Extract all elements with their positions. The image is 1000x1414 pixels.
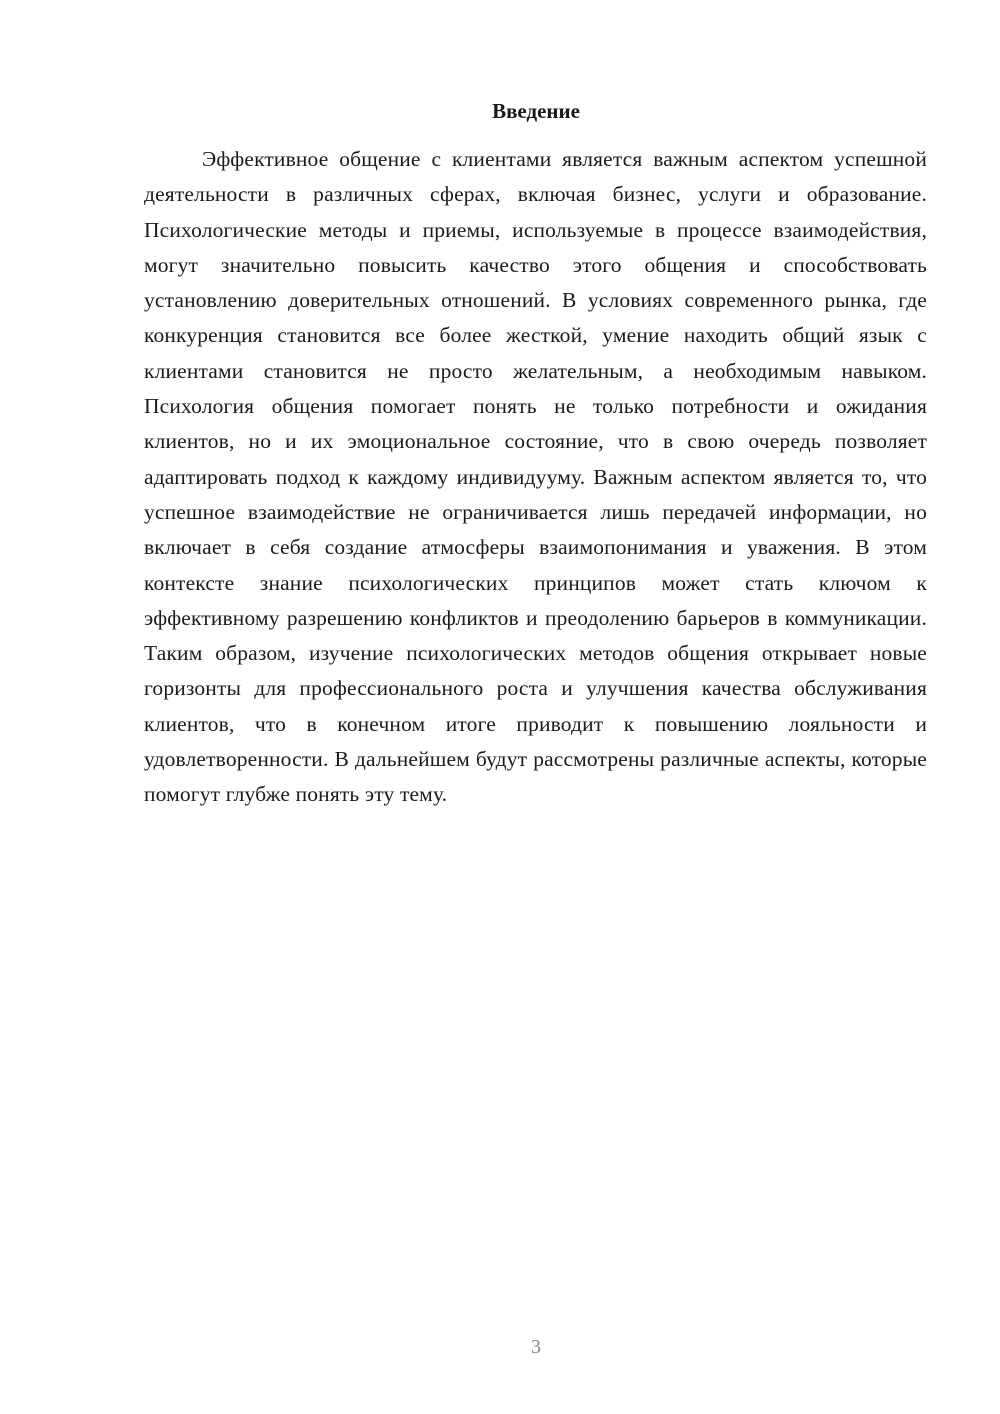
section-heading: Введение bbox=[492, 99, 580, 123]
body-paragraph: Эффективное общение с клиентами является важным аспектом успешной деятельности в различных сферах, включая бизнес, услуги и образование. Психологические методы и приемы, используемые в процессе взаимодействия, могут значительно повысить качество этого общения и способствовать установлению доверительных отношений. В условиях современного рынка, где конкуренция становится все более жесткой, умение находить общий язык с клиентами становится не просто желательным, а необходимым навыком. Психология общения помогает понять не только потребности и ожидания клиентов, но и их эмоциональное состояние, что в свою очередь позволяет адаптировать подход к каждому индивидууму. Важным аспектом является то, что успешное взаимодействие не ограничивается лишь передачей информации, но включает в себя создание атмосферы взаимопонимания и уважения. В этом контексте знание психологических принципов может стать ключом к эффективному разрешению конфликтов и преодолению барьеров в коммуникации. Таким образом, изучение психологических методов общения открывает новые горизонты для профессионального роста и улучшения качества обслуживания клиентов, что в конечном итоге приводит к повышению лояльности и удовлетворенности. В дальнейшем будут рассмотрены различные аспекты, которые помогут глубже понять эту тему. bbox=[144, 147, 927, 807]
page-number: 3 bbox=[531, 1336, 541, 1358]
